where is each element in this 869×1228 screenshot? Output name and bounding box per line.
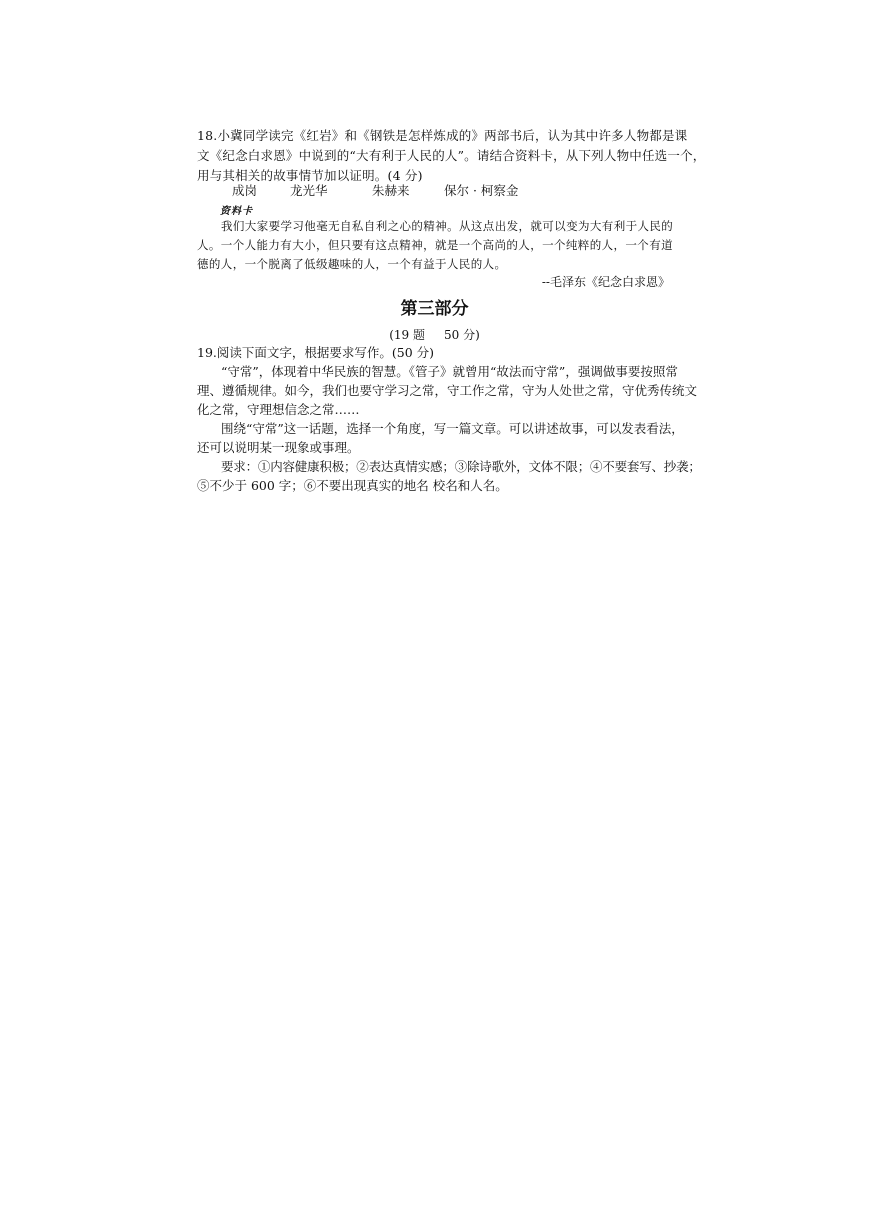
question-19-line: 还可以说明某一现象或事理。 — [197, 440, 360, 455]
question-18-line: 18.小冀同学读完《红岩》和《钢铁是怎样炼成的》两部书后，认为其中许多人物都是课 — [197, 128, 688, 143]
question-18 — [197, 126, 706, 186]
part-three-subtitle: (19 题 50 分) — [389, 328, 480, 342]
part-three-title: 第三部分 — [400, 299, 469, 319]
character-option: 龙光华 — [290, 183, 328, 198]
info-card-line: 人。一个人能力有大小，但只要有这点精神，就是一个高尚的人，一个纯粹的人，一个有道 — [197, 238, 673, 252]
question-19-line: 化之常，守理想信念之常…… — [197, 402, 360, 417]
question-19-line: 理、遵循规律。如今，我们也要守学习之常，守工作之常，守为人处世之常，守优秀传统文 — [197, 383, 698, 398]
info-card-line: 德的人，一个脱离了低级趣味的人，一个有益于人民的人。 — [197, 257, 507, 271]
character-options — [232, 182, 518, 200]
character-option: 保尔 · 柯察金 — [444, 183, 519, 198]
info-card-label: 资料卡 — [220, 206, 253, 217]
question-19-line: 19.阅读下面文字，根据要求写作。(50 分) — [197, 345, 435, 360]
character-option: 朱赫来 — [372, 183, 410, 198]
question-19 — [197, 343, 701, 495]
question-19-line: 围绕“守常”这一话题，选择一个角度，写一篇文章。可以讲述故事，可以发表看法， — [221, 421, 684, 436]
question-18-line: 文《纪念白求恩》中说到的“大有利于人民的人”。请结合资料卡，从下列人物中任选一个， — [197, 148, 706, 163]
character-option: 成岗 — [232, 183, 258, 198]
info-card-text — [197, 217, 681, 274]
info-card-line: 我们大家要学习他毫无自私自利之心的精神。从这点出发，就可以变为大有利于人民的 — [221, 219, 674, 233]
info-card-citation: --毛泽东《纪念白求恩》 — [541, 275, 670, 289]
question-19-line: 要求：①内容健康积极；②表达真情实感；③除诗歌外，文体不限；④不要套写、抄袭； — [221, 459, 701, 474]
question-19-line: ⑤不少于 600 字；⑥不要出现真实的地名 校名和人名。 — [197, 478, 508, 493]
question-19-line: “守常”，体现着中华民族的智慧。《管子》就曾用“故法而守常”，强调做事要按照常 — [221, 364, 678, 379]
question-18-line: 用与其相关的故事情节加以证明。(4 分) — [197, 168, 423, 183]
